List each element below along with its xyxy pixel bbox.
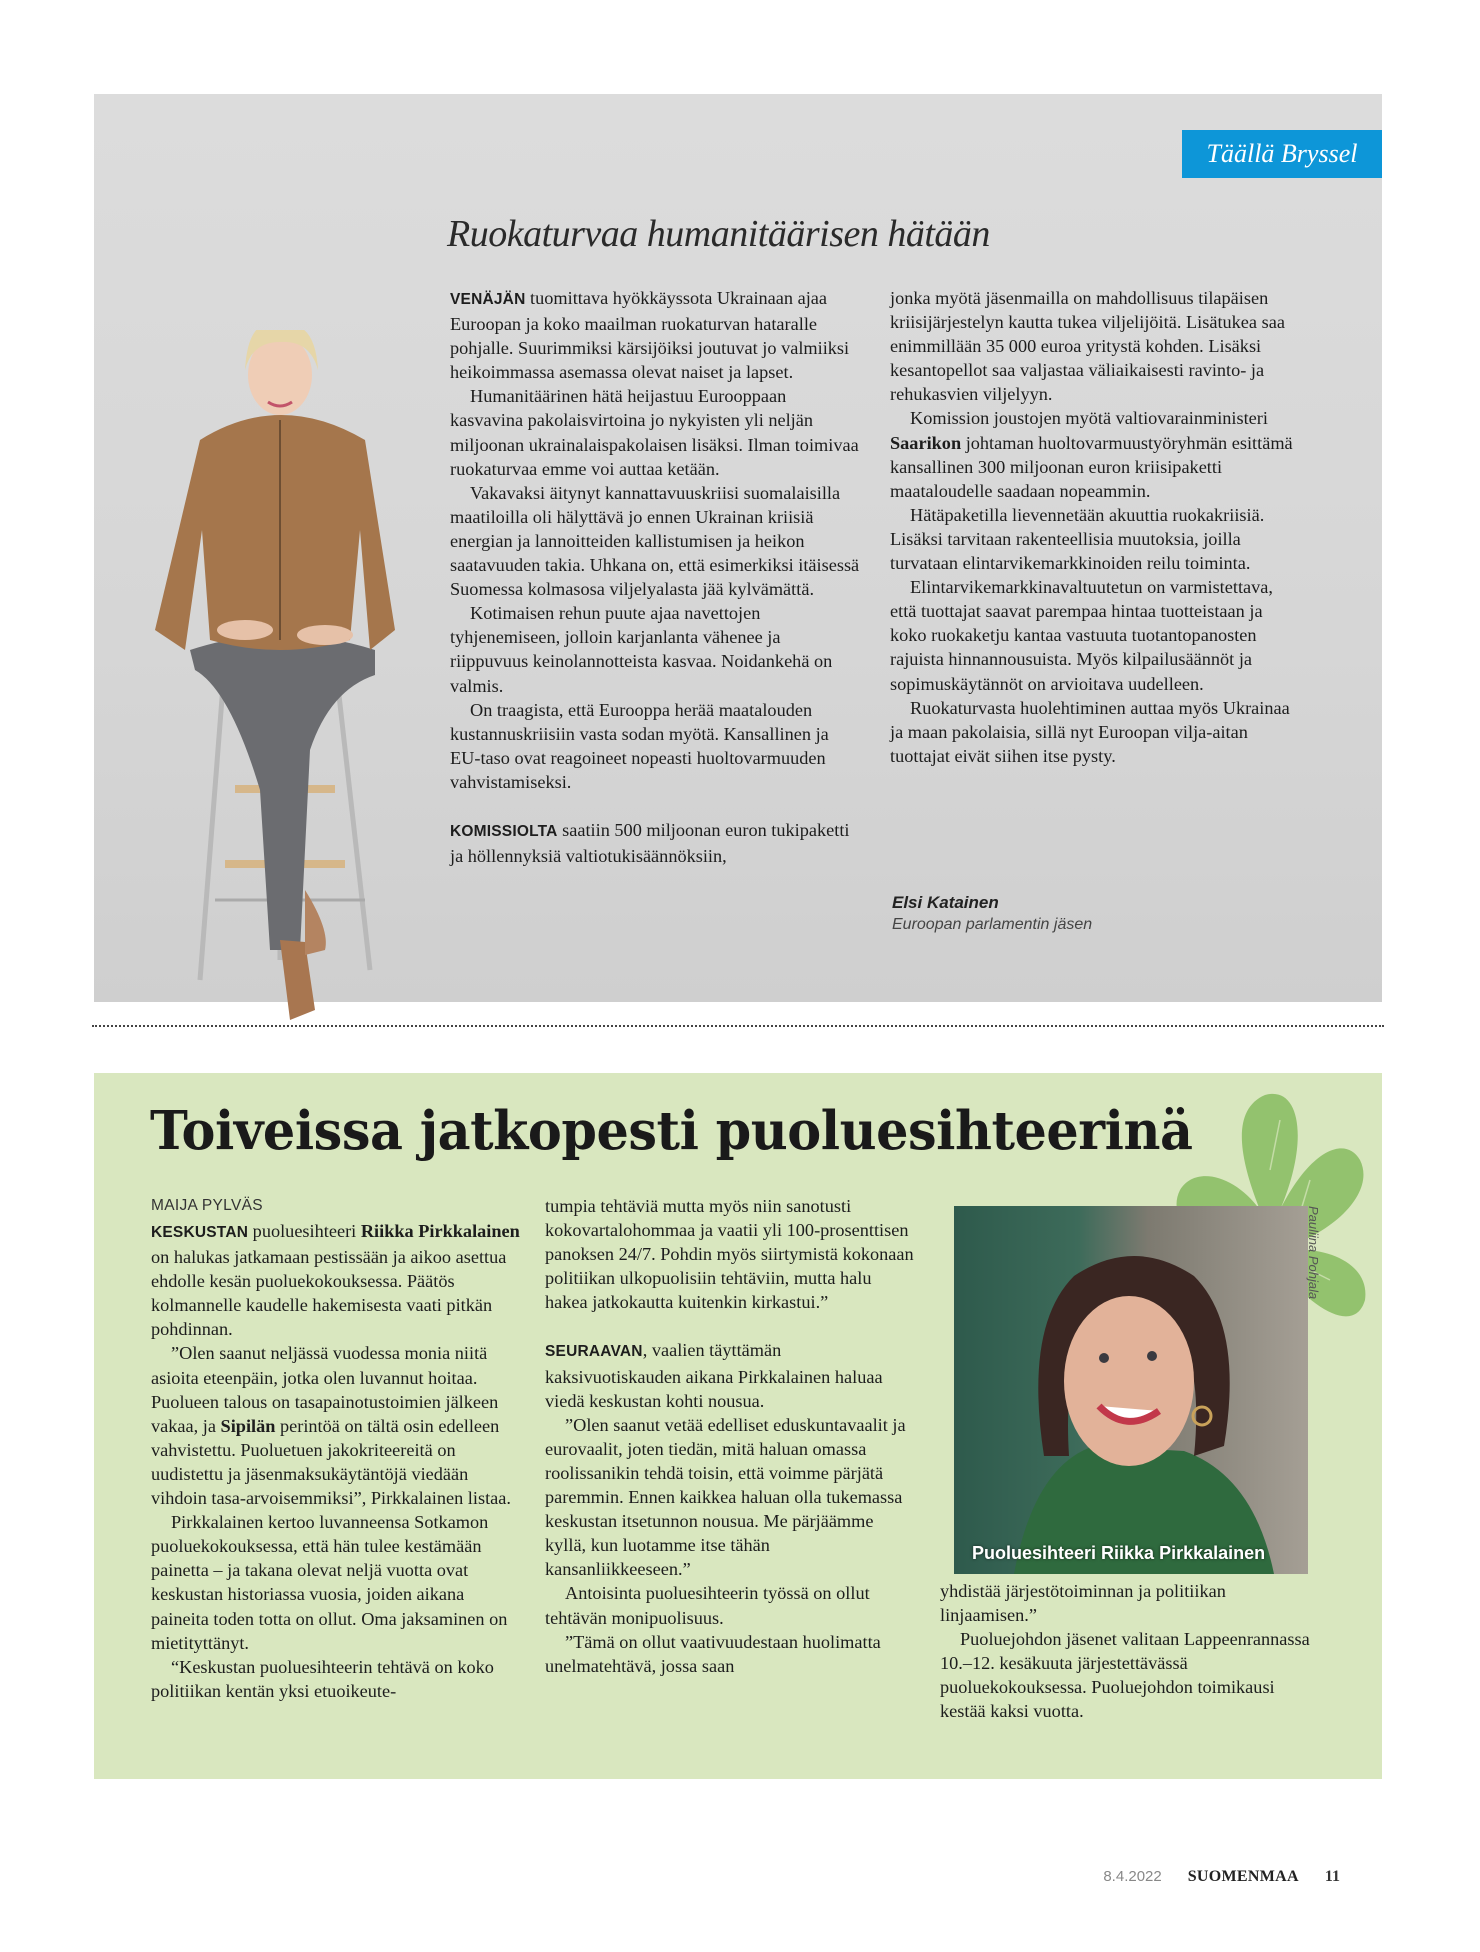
article-text-col2: [545, 1194, 917, 1678]
article-text-col3: [940, 1579, 1310, 1724]
paragraph: Komission joustojen myötä valtiovarainministeri Saarikon johtaman huoltovarmuustyöryhmän esittämä kansallinen 300 miljoonan euron kriisipaketti maataloudelle saadaan nopeammin.: [890, 408, 1293, 501]
paragraph: tumpia tehtäviä mutta myös niin sanotusti kokovartalohommaa ja vaatii yli 100-prosenttisen panoksen 24/7. Pohdin myös siirtymistä kokonaan politiikan ulkopuolisiin tehtäviin, mutta halu hakea jatkokautta kuitenkin kirkastui.”: [545, 1196, 914, 1313]
publication-name: SUOMENMAA: [1187, 1868, 1299, 1885]
author-role: Euroopan parlamentin jäsen: [892, 916, 1093, 933]
paragraph: Elintarvikemarkkinavaltuutetun on varmistettava, että tuottajat saavat parempaa hintaa tuotteistaan ja koko ruokaketju kantaa vastuuta tuotantopanosten rajuista hinnannousuista. Myös kilpailusäännöt ja sopimuskäytännöt on arvioitava uudelleen.: [890, 577, 1273, 694]
paragraph: ”Olen saanut vetää edelliset eduskuntavaalit ja eurovaalit, joten tiedän, mitä haluan omassa roolissanikin tehdä toisin, että voimme pärjätä paremmin. Ennen kaikkea haluan olla tukemassa keskustan itsetunnon nousua. Me pärjäämme kyllä, kun luotamme itse tähän kansanliikkeeseen.”: [545, 1414, 906, 1580]
lead-word: KOMISSIOLTA: [450, 822, 558, 840]
bold-name: Sipilän: [220, 1415, 276, 1436]
paragraph: Vakavaksi äitynyt kannattavuuskriisi suomalaisilla maatiloilla oli hälyttävä jo ennen Ukrainan kriisiä energian ja lannoitteiden kallistumisen ja heikon saatavuuden takia. Uhkana on, että esimerkiksi itäisessä Suomessa kolmasosa viljelyalasta jää kylvämättä.: [450, 482, 860, 600]
photo-credit: Pauliina Pohjala: [1306, 1206, 1321, 1300]
paragraph: KESKUSTAN puoluesihteeri Riikka Pirkkalainen on halukas jatkamaan pestissään ja aikoo asettua ehdolle kesän puoluekokouksessa. Päätös kolmannelle kaudelle hakemisesta vaati pitkän pohdinnan.: [151, 1221, 520, 1340]
columnist-photo: [130, 330, 430, 1030]
paragraph: Antoisinta puoluesihteerin työssä on ollut tehtävän monipuolisuus.: [545, 1583, 870, 1628]
column-text-col2: [890, 286, 1302, 768]
paragraph: Puoluejohdon jäsenet valitaan Lappeenrannassa 10.–12. kesäkuuta järjestettävässä puoluekokouksessa. Puoluejohdon toimikausi kestää kaksi vuotta.: [940, 1629, 1310, 1722]
paragraph: “Keskustan puoluesihteerin tehtävä on koko politiikan kentän yksi etuoikeute-: [151, 1656, 494, 1701]
paragraph: KOMISSIOLTA saatiin 500 miljoonan euron tukipaketti ja höllennyksiä valtiotukisäännöksiin,: [450, 819, 850, 867]
paragraph: Hätäpaketilla lievennetään akuuttia ruokakriisiä. Lisäksi tarvitaan rakenteellisia muutoksia, joilla turvataan elintarvikemarkkinoiden reilu toiminta.: [890, 504, 1265, 574]
paragraph: VENÄJÄN tuomittava hyökkäyssota Ukrainaan ajaa Euroopan ja koko maailman ruokaturvan hataralle pohjalle. Suurimmiksi kärsijöiksi joutuvat jo valmiiksi heikoimmassa asemassa olevat naiset ja lapset.: [450, 288, 850, 383]
author-name: Elsi Katainen: [892, 893, 999, 912]
column-title: Ruokaturvaa humanitäärisen hätään: [447, 213, 990, 255]
page-number: 11: [1324, 1868, 1340, 1885]
issue-date: 8.4.2022: [1103, 1868, 1162, 1885]
paragraph: yhdistää järjestötoiminnan ja politiikan linjaamisen.”: [940, 1581, 1226, 1626]
trousers: [190, 635, 375, 950]
eye: [1099, 1353, 1109, 1363]
paragraph: Pirkkalainen kertoo luvanneensa Sotkamon puoluekokouksessa, että hän tulee kestämään painetta – ja takana olevat neljä vuotta ovat keskustan historiassa vuosia, joiden aikana paineita toden totta on ollut. Oma jaksaminen on mietityttänyt.: [151, 1512, 508, 1653]
page-footer: [1103, 1868, 1340, 1886]
portrait-illustration: [954, 1206, 1308, 1574]
paragraph: jonka myötä jäsenmailla on mahdollisuus tilapäisen kriisijärjestelyn kautta tukea viljelijöitä. Lisätukea saa enimmillään 35 000 euroa yritystä kohden. Lisäksi kesantopellot saa valjastaa väliaikaisesti ravinto- ja rehukasvien viljelyyn.: [890, 288, 1285, 405]
article-text-col1: [151, 1219, 523, 1703]
paragraph: Kotimaisen rehun puute ajaa navettojen tyhjenemiseen, jolloin karjanlanta vähenee ja riippuvuus keinolannotteista kasvaa. Noidankehä on valmis.: [450, 603, 833, 696]
lead-word: KESKUSTAN: [151, 1224, 249, 1241]
paragraph: On traagista, että Eurooppa herää maatalouden kustannuskriisiin vasta sodan myötä. Kansallinen ja EU-taso ovat reagoineet nopeasti huoltovarmuuden vahvistamiseksi.: [450, 699, 829, 792]
paragraph: Ruokaturvasta huolehtiminen auttaa myös Ukrainaa ja maan pakolaisia, sillä nyt Euroopan vilja-aitan tuottajat eivät siihen itse pysty.: [890, 697, 1290, 766]
portrait-photo: [954, 1206, 1308, 1574]
bold-name: Saarikon: [890, 432, 962, 453]
jacket: [155, 415, 395, 650]
hand: [297, 625, 353, 645]
section-tag: Täällä Bryssel: [1182, 130, 1382, 178]
paragraph: ”Tämä on ollut vaativuudestaan huolimatta unelmatehtävä, jossa saan: [545, 1631, 881, 1676]
article-headline: Toiveissa jatkopesti puoluesihteerinä: [150, 1100, 1193, 1162]
paragraph: Humanitäärinen hätä heijastuu Eurooppaan kasvavina pakolaisvirtoina jo nykyisten yli neljän miljoonan ukrainalaispakolaisen lisäksi. Ilman toimivaa ruokaturvaa emme voi auttaa ketään.: [450, 386, 859, 479]
dotted-divider: [92, 1025, 1384, 1027]
lead-word: SEURAAVAN: [545, 1343, 643, 1361]
lead-word: VENÄJÄN: [450, 291, 526, 308]
bold-name: Riikka Pirkkalainen: [360, 1221, 520, 1241]
paragraph: SEURAAVAN, vaalien täyttämän kaksivuotiskauden aikana Pirkkalainen haluaa viedä keskustan kohti nousua.: [545, 1340, 883, 1411]
photo-caption: Puoluesihteeri Riikka Pirkkalainen: [972, 1543, 1266, 1563]
hand: [217, 620, 273, 640]
column-text-col1: [450, 286, 862, 868]
eye: [1147, 1351, 1157, 1361]
byline: MAIJA PYLVÄS: [151, 1197, 263, 1214]
paragraph: ”Olen saanut neljässä vuodessa monia niitä asioita eteenpäin, jotka olen luvannut hoitaa. Puolueen talous on tasapainotustoimien jälkeen vakaa, ja Sipilän perintöä on tältä osin edelleen vahvistettu. Puoluetuen jakokriteereitä on uudistettu ja jäsenmaksukäytäntöjä viedään vihdoin tasa-arvoisemmiksi”, Pirkkalainen listaa.: [151, 1343, 511, 1509]
face: [1064, 1296, 1194, 1466]
